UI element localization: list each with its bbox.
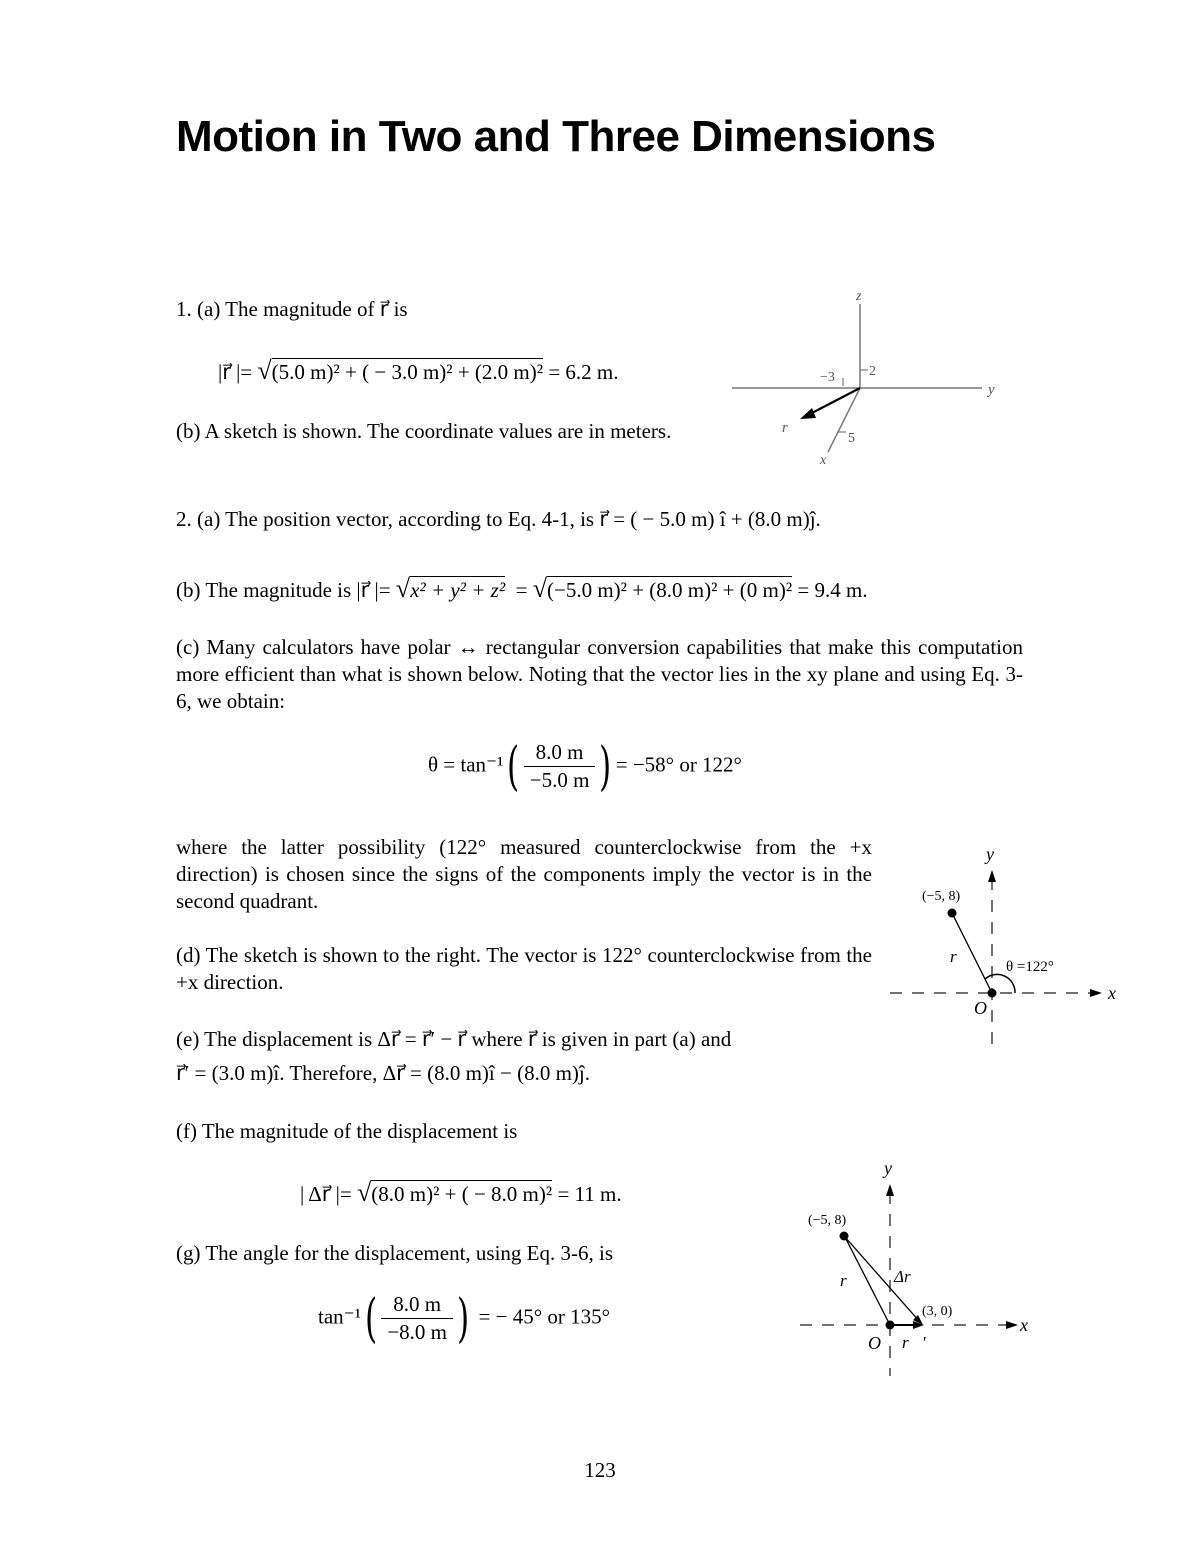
- x-axis: [828, 388, 860, 452]
- equation-2b-rhs: = 9.4 m.: [797, 578, 868, 602]
- label-r: r⃗: [782, 420, 800, 436]
- label-x: x: [1020, 1315, 1028, 1335]
- equation-1a-lhs: |r⃗ |=: [218, 360, 253, 384]
- label-point-2: (3, 0): [922, 1304, 953, 1319]
- equation-2b-lhs: (b) The magnitude is |r⃗ |=: [176, 578, 391, 602]
- y-axis-arrowhead: [886, 1184, 894, 1196]
- origin-marker: [886, 1321, 895, 1330]
- equation-1a-radicand: (5.0 m)² + ( − 3.0 m)² + (2.0 m)²: [271, 360, 544, 384]
- equation-2b-mid: =: [515, 578, 528, 602]
- problem-2e-line-2: r⃗′ = (3.0 m)î. Therefore, Δr⃗ = (8.0 m)î − (8.0 m)ĵ.: [176, 1061, 591, 1085]
- label-r-prime: r⃗′: [902, 1333, 926, 1352]
- equation-2c-lhs: θ = tan⁻¹: [428, 752, 504, 777]
- problem-2f-text: (f) The magnitude of the displacement is: [176, 1119, 518, 1143]
- label-2: 2: [869, 364, 876, 379]
- equation-2g-lhs: tan⁻¹: [318, 1304, 362, 1329]
- figure-3d-sketch: [720, 282, 1020, 472]
- equation-2f: | Δr⃗ |= √(8.0 m)² + ( − 8.0 m)² = 11 m.: [300, 1178, 622, 1207]
- label-z: z: [856, 289, 862, 304]
- problem-2d-text: (d) The sketch is shown to the right. The vector is 122° counterclockwise from the +x direction.: [176, 943, 872, 994]
- equation-2c-rhs: = −58° or 122°: [615, 752, 742, 777]
- label-point: (−5, 8): [808, 1213, 847, 1228]
- equation-2f-rhs: = 11 m.: [557, 1182, 622, 1206]
- problem-2g-text: (g) The angle for the displacement, using Eq. 3-6, is: [176, 1241, 614, 1265]
- r-vector-line: [810, 388, 860, 414]
- label-point: (−5, 8): [922, 889, 961, 904]
- r-vector-arrowhead: [800, 408, 816, 419]
- equation-2g-denominator: −8.0 m: [387, 1320, 448, 1344]
- equation-2b: (b) The magnitude is |r⃗ |= √x² + y² + z² = √(−5.0 m)² + (8.0 m)² + (0 m)² = 9.4 m.: [176, 574, 868, 603]
- problem-1a-intro: 1. (a) The magnitude of r⃗ is: [176, 297, 408, 321]
- label-y: y: [988, 382, 995, 398]
- point-marker: [948, 909, 957, 918]
- x-axis-arrowhead: [1006, 1321, 1018, 1329]
- equation-2g-rhs: = − 45° or 135°: [478, 1304, 611, 1329]
- label-theta: θ =122°: [1006, 959, 1054, 975]
- origin-marker: [988, 989, 997, 998]
- label-5: 5: [848, 431, 855, 446]
- label-origin: O: [974, 998, 987, 1018]
- point-marker: [840, 1232, 849, 1241]
- problem-2c-text: (c) Many calculators have polar ↔ rectangular conversion capabilities that make this computation more efficient than what is shown below. Noting that the vector lies in the xy plane and using Eq. 3-6, we obtain:: [176, 635, 1023, 713]
- label-delta-r: Δr⃗: [894, 1267, 924, 1286]
- label-y: y: [884, 1158, 892, 1178]
- label-x: x: [820, 453, 827, 468]
- y-axis-arrowhead: [988, 870, 996, 882]
- problem-2c-after-text: where the latter possibility (122° measured counterclockwise from the +x direction) is chosen since the signs of the components imply the vector is in the second quadrant.: [176, 835, 872, 913]
- equation-1a-rhs: = 6.2 m.: [548, 360, 619, 384]
- label-r: r⃗: [840, 1271, 860, 1290]
- equation-2g: tan⁻¹( $\frac{8.0 m}{-8.0 m}$ ) = − 45° or 135°: [318, 1288, 611, 1349]
- figure-displacement-vector: [796, 1150, 1046, 1382]
- equation-2b-radicand-1: x² + y² + z²: [410, 578, 506, 602]
- label-y: y: [986, 844, 994, 864]
- equation-2c-numerator: 8.0 m: [524, 740, 596, 767]
- problem-2a-text: 2. (a) The position vector, according to Eq. 4-1, is r⃗ = ( − 5.0 m) î + (8.0 m)ĵ.: [176, 507, 821, 531]
- x-axis-arrowhead: [1090, 989, 1102, 997]
- problem-2e-text: [176, 1026, 872, 1053]
- label-x: x: [1108, 983, 1116, 1003]
- equation-2b-radicand-2: (−5.0 m)² + (8.0 m)² + (0 m)²: [547, 578, 793, 602]
- equation-2f-lhs: | Δr⃗ |=: [300, 1182, 352, 1206]
- problem-1b-text: (b) A sketch is shown. The coordinate values are in meters.: [176, 419, 672, 443]
- figure-position-vector: [882, 838, 1122, 1062]
- equation-2g-numerator: 8.0 m: [381, 1292, 453, 1319]
- label-origin: O: [868, 1333, 881, 1353]
- problem-2e-line-1: (e) The displacement is Δr⃗ = r⃗′ − r⃗ where r⃗ is given in part (a) and: [176, 1027, 732, 1051]
- page-number: 123: [584, 1458, 616, 1482]
- equation-2c-denominator: −5.0 m: [529, 768, 590, 792]
- equation-2f-radicand: (8.0 m)² + ( − 8.0 m)²: [371, 1182, 553, 1206]
- equation-2c: θ = tan⁻¹( $\frac{8.0 m}{-5.0 m}$ ) = −58° or 122°: [428, 736, 742, 797]
- equation-1a: |r⃗ |= √(5.0 m)² + ( − 3.0 m)² + (2.0 m)² = 6.2 m.: [218, 356, 619, 385]
- label-neg3: −3: [820, 370, 835, 385]
- label-r: r⃗: [950, 947, 970, 966]
- page-title: Motion in Two and Three Dimensions: [176, 112, 936, 161]
